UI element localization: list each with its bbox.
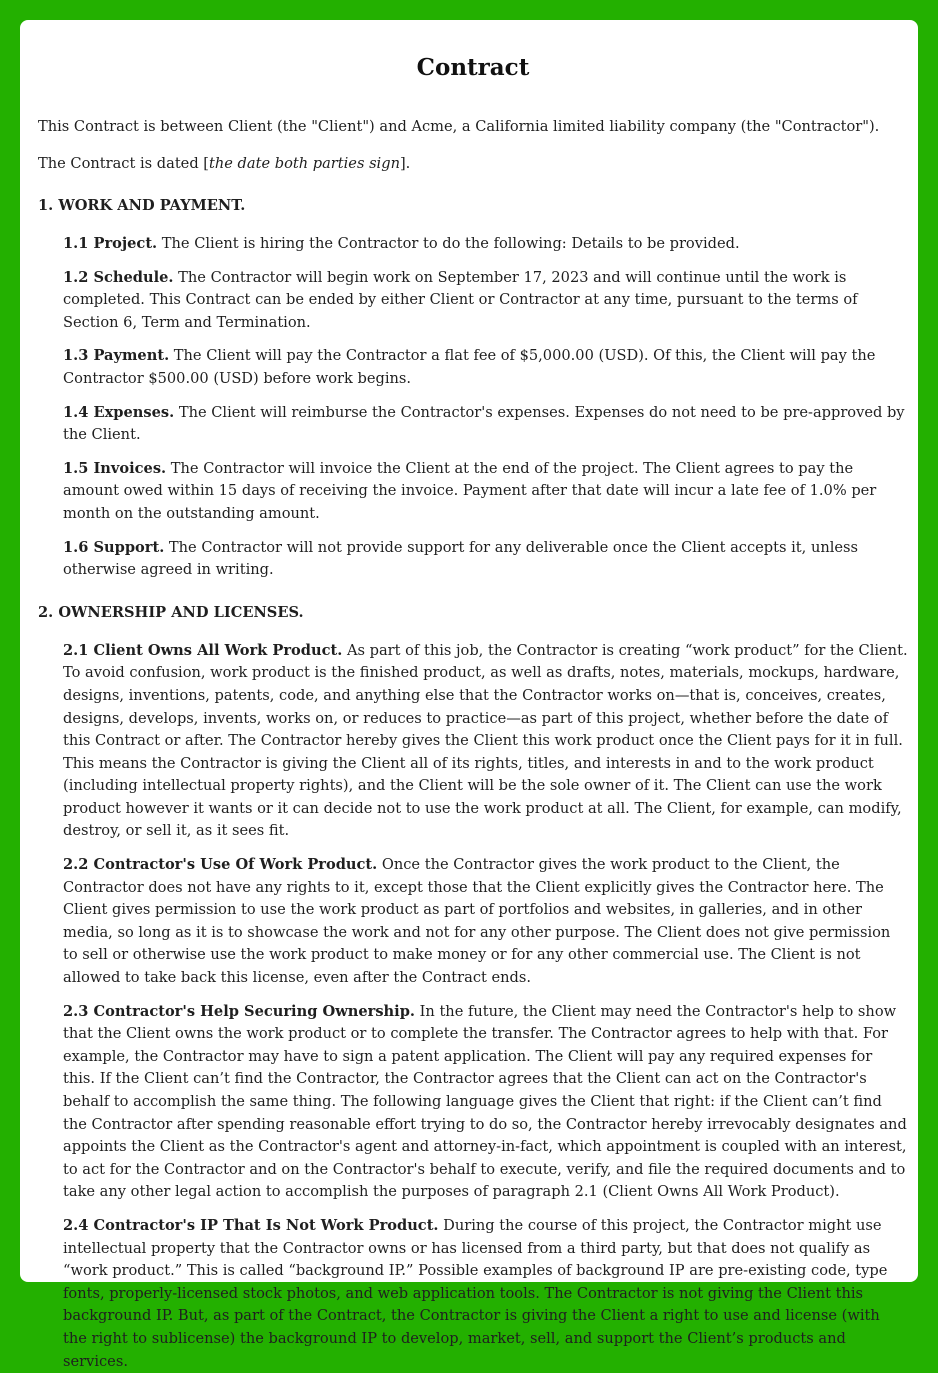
page-title: Contract: [416, 54, 530, 81]
clause-1-5-invoices: [63, 458, 908, 526]
clause-text: As part of this job, the Contractor is creating “work product” for the Client. To avoid confusion, work product is the finished product, as well as drafts, notes, materials, mockups, hardware, designs, inventions, patents, code, and anything else that the Contractor works on—that is, conceives, creates, designs, develops, invents, works on, or reduces to practice—as part of this project, whether before the date of this Contract or after. The Contractor hereby gives the Client this work product once the Client pays for it in full. This means the Contractor is giving the Client all of its rights, titles, and interests in and to the work product (including intellectual property rights), and the Client will be the sole owner of it. The Client can use the work product however it wants or it can decide not to use the work product at all. The Client, for example, can modify, destroy, or sell it, as it sees fit.: [63, 641, 908, 840]
date-suffix: ].: [399, 155, 411, 172]
clause-text: In the future, the Client may need the Contractor's help to show that the Client owns the work product or to complete the transfer. The Contractor agrees to help with that. For example, the Contractor may have to sign a patent application. The Client will pay any required expenses for this. If the Client can’t find the Contractor, the Contractor agrees that the Client can act on the Contractor's behalf to accomplish the same thing. The following language gives the Client that right: if the Client can’t find the Contractor after spending reasonable effort trying to do so, the Contractor hereby irrevocably designates and appoints the Client as the Contractor's agent and attorney-in-fact, which appointment is coupled with an interest, to act for the Contractor and on the Contractor's behalf to execute, verify, and file the required documents and to take any other legal action to accomplish the purposes of paragraph 2.1 (Client Owns All Work Product).: [63, 1002, 907, 1201]
clause-2-3-contractor-help-securing-ownership: [63, 1001, 908, 1204]
clause-text: The Contractor will invoice the Client at the end of the project. The Client agrees to pay the amount owed within 15 days of receiving the invoice. Payment after that date will incur a late fee of 1.0% per month on the outstanding amount.: [63, 459, 877, 522]
date-placeholder: the date both parties sign: [209, 155, 400, 172]
clause-text: The Client is hiring the Contractor to do the following: Details to be provided.: [157, 235, 740, 252]
section-heading-work-and-payment: 1. WORK AND PAYMENT.: [38, 197, 246, 214]
contract-page: [20, 20, 918, 1370]
parties-paragraph: This Contract is between Client (the "Client") and Acme, a California limited liability company (the "Contractor").: [38, 118, 880, 135]
clause-title: 1.1 Project.: [63, 235, 158, 252]
clause-text: Once the Contractor gives the work product to the Client, the Contractor does not have any rights to it, except those that the Client explicitly gives the Contractor here. The Client gives permission to use the work product as part of portfolios and websites, in galleries, and in other media, so long as it is to showcase the work and not for any other purpose. The Client does not give permission to sell or otherwise use the work product to make money or for any other commercial use. The Client is not allowed to take back this license, even after the Contract ends.: [63, 856, 891, 987]
clause-2-4-contractor-ip-not-work-product: [63, 1215, 908, 1373]
section-heading-ownership-and-licenses: 2. OWNERSHIP AND LICENSES.: [38, 603, 304, 621]
clause-title: 1.5 Invoices.: [63, 459, 167, 477]
clause-1-6-support: [63, 537, 908, 582]
clause-2-2-contractor-use-of-work-product: [63, 854, 908, 990]
clause-1-3-payment: [63, 345, 908, 390]
clause-text: The Contractor will begin work on September 17, 2023 and will continue until the work is completed. This Contract can be ended by either Client or Contractor at any time, pursuant to the terms of Section 6, Term and Termination.: [63, 268, 858, 331]
clause-title: 2.1 Client Owns All Work Product.: [63, 641, 343, 659]
clause-title: 1.6 Support.: [63, 538, 165, 556]
date-paragraph: [38, 153, 908, 175]
clause-text: The Contractor will not provide support for any deliverable once the Client accepts it, unless otherwise agreed in writing.: [63, 538, 859, 579]
clause-title: 1.3 Payment.: [63, 347, 170, 365]
clause-title: 2.4 Contractor's IP That Is Not Work Product.: [63, 1216, 439, 1234]
clause-1-4-expenses: [63, 402, 908, 447]
date-prefix: The Contract is dated [: [38, 155, 209, 172]
clause-2-1-client-owns-work-product: [63, 640, 908, 843]
clause-1-1-project: [63, 233, 908, 256]
clause-text: The Client will reimburse the Contractor's expenses. Expenses do not need to be pre-approved by the Client.: [63, 403, 905, 444]
clause-text: During the course of this project, the Contractor might use intellectual property that the Contractor owns or has licensed from a third party, but that does not qualify as “work product.” This is called “background IP.” Possible examples of background IP are pre-existing code, type fonts, properly-licensed stock photos, and web application tools. The Contractor is not giving the Client this background IP. But, as part of the Contract, the Contractor is giving the Client a right to use and license (with the right to sublicense) the background IP to develop, market, sell, and support the Client’s products and services.: [63, 1216, 888, 1370]
clause-1-2-schedule: [63, 267, 908, 335]
clause-text: The Client will pay the Contractor a flat fee of $5,000.00 (USD). Of this, the Client will pay the Contractor $500.00 (USD) before work begins.: [63, 347, 876, 387]
clause-title: 1.2 Schedule.: [63, 268, 174, 286]
clause-title: 1.4 Expenses.: [63, 403, 175, 421]
clause-title: 2.3 Contractor's Help Securing Ownership.: [63, 1002, 415, 1020]
clause-title: 2.2 Contractor's Use Of Work Product.: [63, 856, 378, 874]
